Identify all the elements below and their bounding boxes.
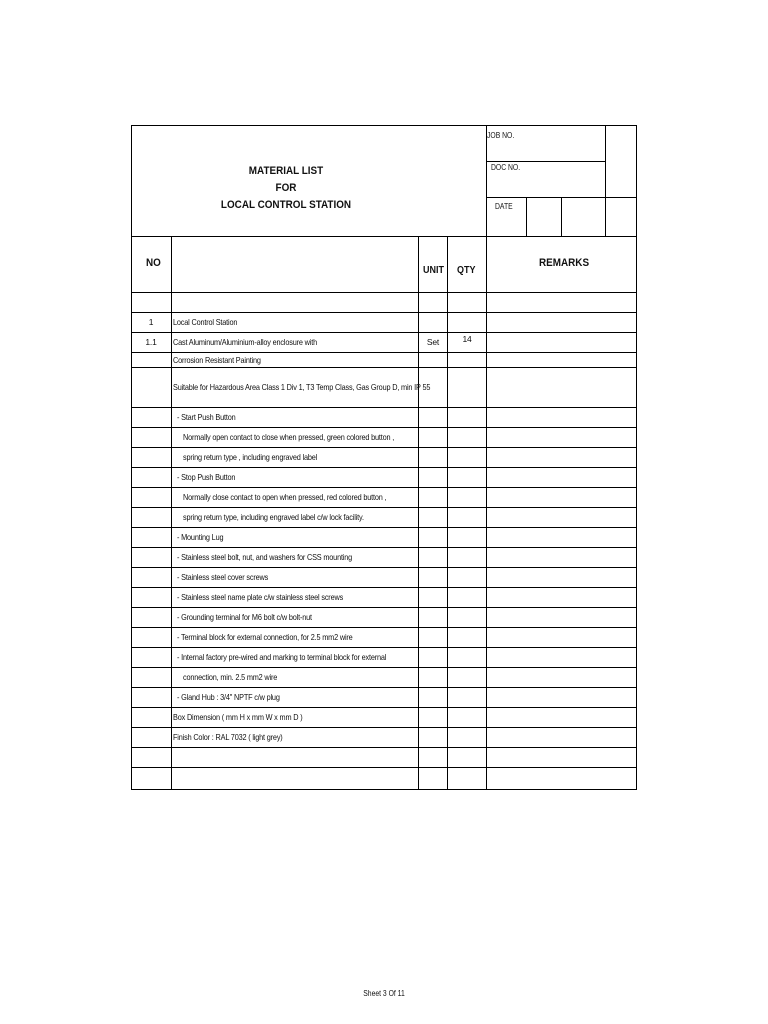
row-divider xyxy=(131,547,637,548)
divider-header-body xyxy=(131,236,637,237)
divider-job-doc xyxy=(487,161,605,162)
row-divider xyxy=(131,667,637,668)
row-divider xyxy=(131,587,637,588)
doc-no-label: DOC NO. xyxy=(491,163,521,172)
row-divider xyxy=(131,427,637,428)
row-8-desc: spring return type , including engraved label xyxy=(183,452,318,462)
row-14-desc: - Stainless steel cover screws xyxy=(177,572,269,582)
row-divider xyxy=(131,747,637,748)
row-20-desc: - Gland Hub : 3/4" NPTF c/w plug xyxy=(177,692,280,702)
border-top xyxy=(131,125,637,126)
row-6-desc: - Start Push Button xyxy=(177,412,236,422)
row-16-desc: - Grounding terminal for M6 bolt c/w bolt-nut xyxy=(177,612,312,622)
row-divider xyxy=(131,507,637,508)
row-divider xyxy=(131,767,637,768)
row-5-desc: Suitable for Hazardous Area Class 1 Div 1, T3 Temp Class, Gas Group D, min IP 55 xyxy=(173,382,431,392)
col-header-remarks: REMARKS xyxy=(539,257,590,269)
row-3-qty: 14 xyxy=(462,334,472,344)
divider-header-right xyxy=(605,125,606,236)
date-cell-divider-1 xyxy=(526,197,527,236)
row-divider xyxy=(131,727,637,728)
divider-doc-date xyxy=(487,197,637,198)
row-divider xyxy=(131,707,637,708)
row-divider xyxy=(131,527,637,528)
row-divider xyxy=(131,352,637,353)
row-18-desc: - Internal factory pre-wired and marking to terminal block for external xyxy=(177,652,387,662)
title-line-1: MATERIAL LIST xyxy=(248,165,324,177)
row-divider xyxy=(131,407,637,408)
row-divider xyxy=(131,367,637,368)
col-header-no: NO xyxy=(146,257,161,269)
row-divider xyxy=(131,687,637,688)
divider-colheader xyxy=(131,292,637,293)
row-10-desc: Normally close contact to open when pressed, red colored button , xyxy=(183,492,387,502)
row-3-unit: Set xyxy=(426,337,440,347)
date-cell-divider-2 xyxy=(561,197,562,236)
row-7-desc: Normally open contact to close when pressed, green colored button , xyxy=(183,432,395,442)
row-divider xyxy=(131,607,637,608)
row-17-desc: - Terminal block for external connection, for 2.5 mm2 wire xyxy=(177,632,353,642)
row-4-desc: Corrosion Resistant Painting xyxy=(173,355,261,365)
title-line-2: FOR xyxy=(275,182,297,194)
border-left xyxy=(131,125,132,790)
row-22-desc: Finish Color : RAL 7032 ( light grey) xyxy=(173,732,283,742)
col-header-qty: QTY xyxy=(457,265,476,276)
row-2-no: 1 xyxy=(148,317,154,327)
row-11-desc: spring return type, including engraved label c/w lock facility. xyxy=(183,512,364,522)
row-21-desc: Box Dimension ( mm H x mm W x mm D ) xyxy=(173,712,303,722)
row-2-desc: Local Control Station xyxy=(173,317,238,327)
row-12-desc: - Mounting Lug xyxy=(177,532,224,542)
row-divider xyxy=(131,312,637,313)
row-divider xyxy=(131,447,637,448)
col-header-unit: UNIT xyxy=(423,265,445,276)
row-divider xyxy=(131,467,637,468)
row-13-desc: - Stainless steel bolt, nut, and washers for CSS mounting xyxy=(177,552,353,562)
row-3-desc: Cast Aluminum/Aluminium-alloy enclosure with xyxy=(173,337,317,347)
row-divider xyxy=(131,332,637,333)
material-list-sheet xyxy=(131,125,637,790)
date-label: DATE xyxy=(495,202,513,211)
row-15-desc: - Stainless steel name plate c/w stainless steel screws xyxy=(177,592,344,602)
row-divider xyxy=(131,487,637,488)
sheet-number: Sheet 3 Of 11 xyxy=(363,989,405,998)
row-9-desc: - Stop Push Button xyxy=(177,472,236,482)
row-3-no: 1.1 xyxy=(145,337,157,347)
row-divider xyxy=(131,627,637,628)
border-right xyxy=(636,125,637,790)
job-no-label: JOB NO. xyxy=(487,131,515,140)
row-divider xyxy=(131,647,637,648)
title-line-3: LOCAL CONTROL STATION xyxy=(220,199,352,211)
row-19-desc: connection, min. 2.5 mm2 wire xyxy=(183,672,278,682)
border-bottom xyxy=(131,789,637,790)
divider-remarks xyxy=(486,125,487,790)
row-divider xyxy=(131,567,637,568)
